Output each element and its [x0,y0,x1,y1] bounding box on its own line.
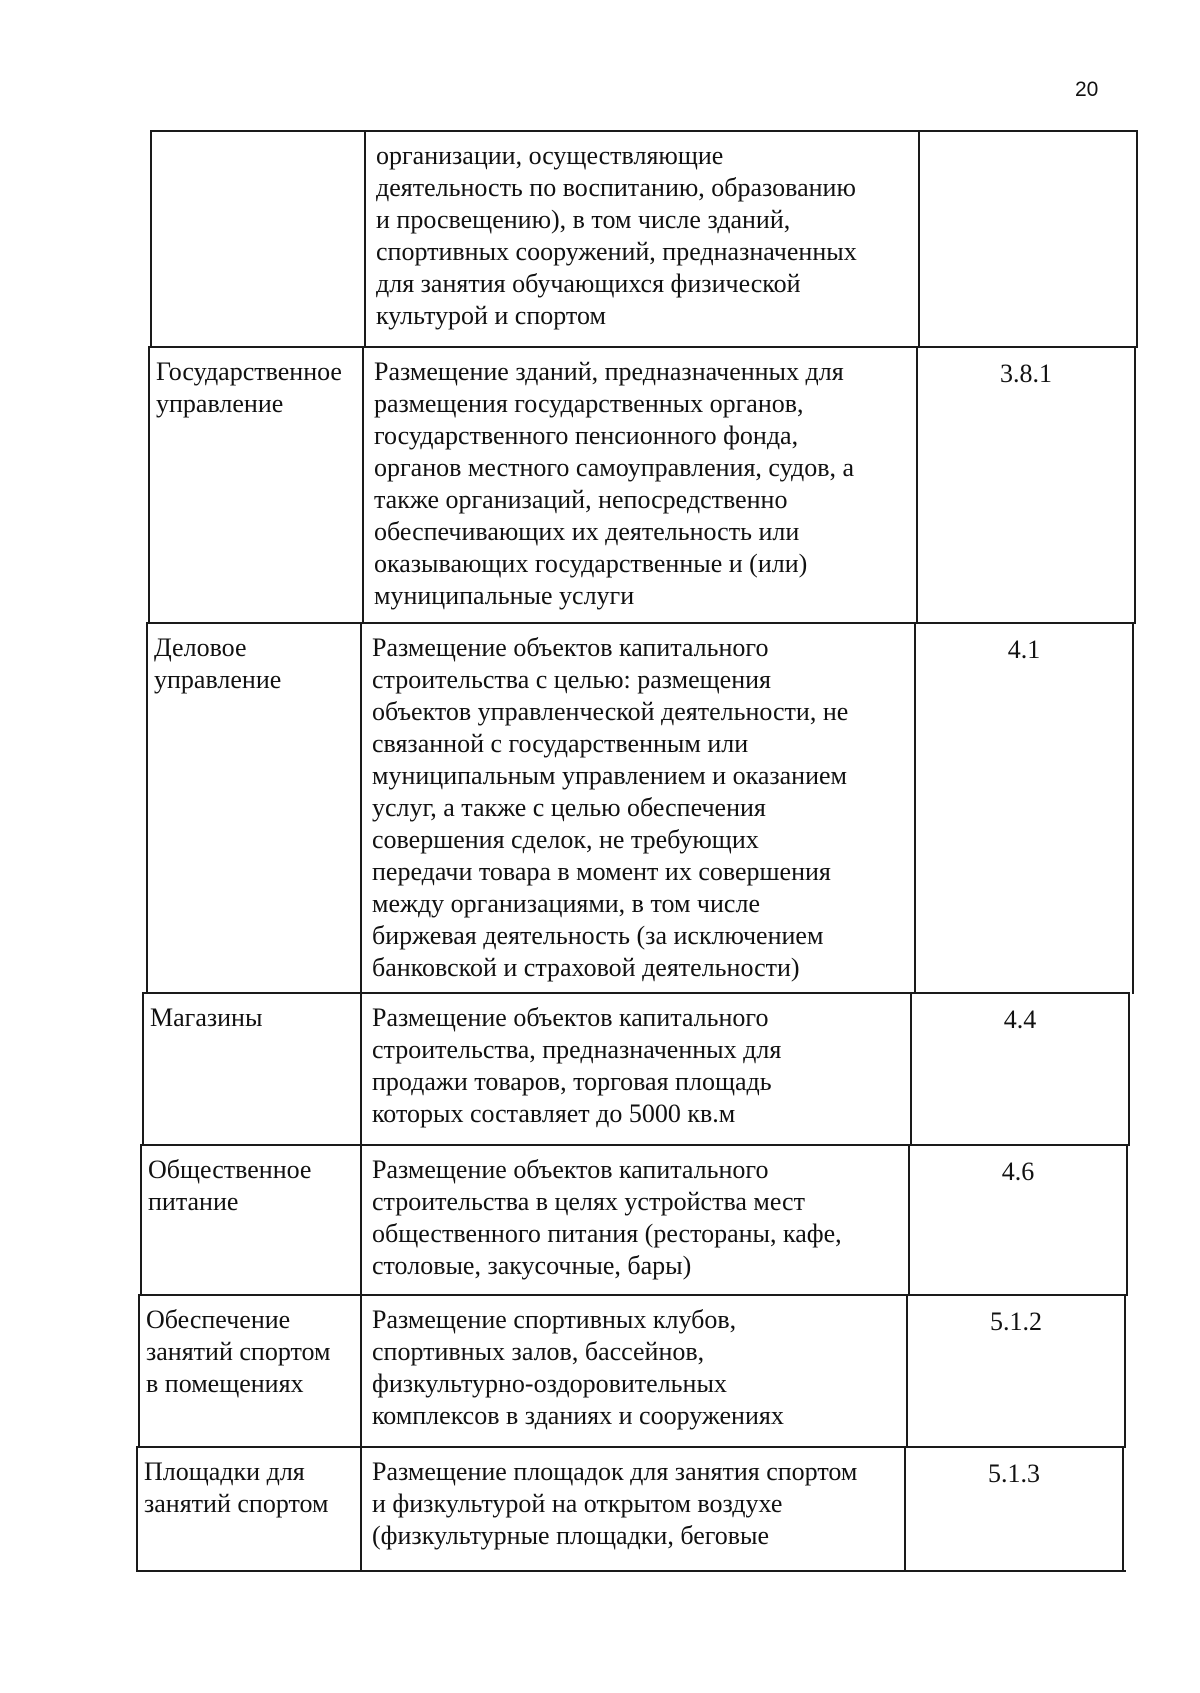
use-type-description: Размещение спортивных клубов, спортивных залов, бассейнов, физкультурно-оздоровительных комплексов в зданиях и сооружениях [360,1296,906,1448]
use-type-name [150,132,364,348]
table-bottom-border [136,1570,1126,1572]
use-type-name: Деловое управление [146,624,360,994]
table-row [136,1446,1124,1572]
use-type-code: 3.8.1 [916,348,1136,624]
use-type-code: 4.4 [910,994,1130,1146]
use-type-code [918,132,1138,348]
use-type-name: Общественное питание [140,1146,360,1296]
table-row [142,992,1130,1146]
table-row [148,346,1136,624]
use-type-name: Магазины [142,994,360,1146]
use-type-description: Размещение объектов капитального строительства, предназначенных для продажи товаров, торговая площадь которых составляет до 5000 кв.м [360,994,910,1146]
use-type-description: Размещение площадок для занятия спортом и физкультурой на открытом воздухе (физкультурные площадки, беговые [360,1448,904,1572]
table-row [146,622,1134,994]
use-type-code: 5.1.2 [906,1296,1126,1448]
use-type-name: Площадки для занятий спортом [136,1448,360,1572]
use-type-description: Размещение объектов капитального строительства с целью: размещения объектов управленческой деятельности, не связанной с государственным или муниципальным управлением и оказанием услуг, а также с целью обеспечения совершения сделок, не требующих передачи товара в момент их совершения между организациями, в том числе биржевая деятельность (за исключением банковской и страховой деятельности) [360,624,914,994]
use-type-name: Государственное управление [148,348,362,624]
use-type-code: 5.1.3 [904,1448,1124,1572]
table-row [138,1294,1126,1448]
use-type-description: Размещение зданий, предназначенных для размещения государственных органов, государственного пенсионного фонда, органов местного самоуправления, судов, а также организаций, непосредственно обеспечивающих их деятельность или оказывающих государственные и (или) муниципальные услуги [362,348,916,624]
use-type-description: Размещение объектов капитального строительства в целях устройства мест общественного питания (рестораны, кафе, столовые, закусочные, бары) [360,1146,908,1296]
table-row [140,1144,1128,1296]
use-type-name: Обеспечение занятий спортом в помещениях [138,1296,360,1448]
use-type-description: организации, осуществляющие деятельность по воспитанию, образованию и просвещению), в том числе зданий, спортивных сооружений, предназначенных для занятия обучающихся физической культурой и спортом [364,132,918,348]
table-row [150,130,1138,348]
use-type-code: 4.1 [914,624,1134,994]
page-number: 20 [1075,78,1099,101]
use-type-code: 4.6 [908,1146,1128,1296]
